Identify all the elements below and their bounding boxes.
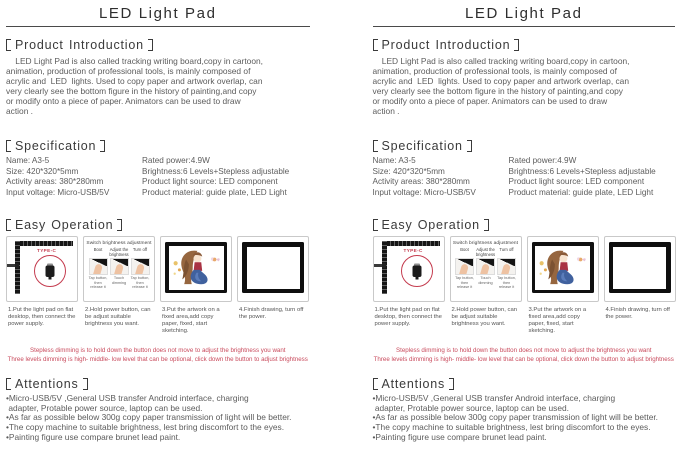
mode-label: Turn off xyxy=(132,246,148,252)
attention-item: •The copy machine to suitable brightness, lest bring discomfort to the eyes. xyxy=(372,421,651,432)
intro-paragraph xyxy=(373,56,676,116)
dimming-notes xyxy=(373,347,676,364)
attention-item: adapter, Protable power source, laptop can be used. xyxy=(6,402,203,413)
step3-image xyxy=(527,236,599,302)
finger-touch-thumbnail xyxy=(131,258,150,275)
dimming-note: Stepless dimming is to hold down the button does not move to adjust the brightness you want xyxy=(395,347,652,355)
attention-item: •As far as possible below 300g copy paper transmission of light will be better. xyxy=(6,412,292,423)
lenticular-bracket-close-icon xyxy=(148,39,153,51)
intro-line: acrylic and LED lights. Used to copy paper and artwork overlap, can xyxy=(6,76,263,86)
attention-item: •Painting figure use compare brunet lead paint. xyxy=(372,431,547,442)
product-title: LED Light Pad xyxy=(98,5,217,22)
step-captions xyxy=(373,307,676,335)
lenticular-bracket-open-icon xyxy=(6,378,11,390)
step-caption: 3.Put the artwork on a fixed area,add copy paper, fixed, start sketching. xyxy=(162,307,220,335)
intro-line: very clearly see the bottom figure in the history of painting,and copy xyxy=(372,86,623,96)
step-captions xyxy=(6,307,310,335)
intro-paragraph xyxy=(6,56,310,116)
type-c-plug-icon xyxy=(34,255,66,287)
spec-item: Brightness:6 Levels+Stepless adjustable xyxy=(508,166,656,176)
usb-cable-plug-icon xyxy=(382,263,386,269)
lenticular-bracket-close-icon xyxy=(514,39,519,51)
step1-image xyxy=(373,236,445,302)
dimming-note: Three levels dimming is high- middle- low level that can be optional, click down the button to adjust brightness xyxy=(7,355,308,363)
mode-adjust xyxy=(476,248,496,290)
lenticular-bracket-open-icon xyxy=(373,378,378,390)
intro-heading-label: Product Introduction xyxy=(15,38,144,52)
spec-item: Activity areas: 380*280mm xyxy=(6,177,104,187)
brightness-modes xyxy=(84,246,154,290)
step4-image xyxy=(604,236,676,302)
brightness-adjustment-header: Switch brightness adjustment xyxy=(452,240,519,246)
brightness-modes xyxy=(451,246,521,290)
spec-item: Name: A3-5 xyxy=(6,156,50,165)
mode-note: Tap button, then release it xyxy=(130,276,150,290)
lenticular-bracket-open-icon xyxy=(373,219,378,231)
type-c-label: TYPE-C xyxy=(37,248,57,254)
step2-image xyxy=(450,236,522,302)
product-panel xyxy=(340,0,679,455)
step3-image xyxy=(160,236,232,302)
step-caption: 1.Put the light pad on flat desktop, then connect the power supply. xyxy=(8,307,76,328)
lenticular-bracket-open-icon xyxy=(6,219,11,231)
mode-label: Turn off xyxy=(499,246,514,252)
lenticular-bracket-close-icon xyxy=(83,378,88,390)
title-divider xyxy=(6,26,310,27)
brightness-adjustment-header: Switch brightness adjustment xyxy=(86,240,152,246)
spec-column-right xyxy=(509,156,676,198)
attention-item: adapter, Protable power source, laptop can be used. xyxy=(372,402,569,413)
light-pad-frame xyxy=(242,242,304,293)
intro-line: LED Light Pad is also called tracking writing board,copy in cartoon, xyxy=(372,56,630,66)
spec-heading-label: Specification xyxy=(15,139,97,153)
intro-line: or modify onto a piece of paper. Animators can be used to draw xyxy=(6,96,241,106)
spec-table xyxy=(373,156,676,198)
spec-item: Size: 420*320*5mm xyxy=(372,166,445,176)
attention-item: •Painting figure use compare brunet lead paint. xyxy=(6,431,181,442)
intro-line: action . xyxy=(372,106,400,116)
operation-steps xyxy=(6,236,310,302)
intro-heading xyxy=(373,38,676,52)
mode-label: Adjust the brightness xyxy=(109,246,129,257)
mode-label: Adjust the brightness xyxy=(475,246,496,257)
attentions-list xyxy=(6,394,310,442)
mode-label: Boot xyxy=(460,246,469,252)
finger-touch-thumbnail xyxy=(476,258,495,275)
attention-item: •Micro-USB/5V ,General USB transfer Android interface, charging xyxy=(372,393,616,404)
mode-boot xyxy=(455,248,475,290)
attentions-heading-label: Attentions xyxy=(381,377,446,392)
step2-image xyxy=(83,236,155,302)
step-caption: 2.Hold power button, can be adjust suitable brightness you want. xyxy=(85,307,151,328)
finger-touch-thumbnail xyxy=(110,258,129,275)
attentions-list xyxy=(373,394,676,442)
usb-cable-plug-icon xyxy=(15,263,19,269)
spec-table xyxy=(6,156,310,198)
artwork-illustration xyxy=(169,246,224,290)
lenticular-bracket-close-icon xyxy=(484,219,489,231)
intro-line: acrylic and LED lights. Used to copy paper and artwork overlap, can xyxy=(372,76,629,86)
spec-heading xyxy=(373,139,676,153)
step-caption: 1.Put the light pad on flat desktop, then connect the power supply. xyxy=(374,307,442,328)
lenticular-bracket-open-icon xyxy=(373,39,378,51)
type-c-label: TYPE-C xyxy=(403,248,423,254)
title-divider xyxy=(373,26,676,27)
spec-item: Product light source: LED component xyxy=(508,177,645,187)
step4-image xyxy=(237,236,309,302)
lenticular-bracket-close-icon xyxy=(449,378,454,390)
mode-label: Boot xyxy=(93,246,103,252)
attentions-heading-label: Attentions xyxy=(15,377,79,392)
step-caption: 4.Finish drawing, turn off the power. xyxy=(239,307,304,321)
spec-item: Product material: guide plate, LED Light xyxy=(508,187,654,197)
lenticular-bracket-open-icon xyxy=(6,39,11,51)
lenticular-bracket-open-icon xyxy=(373,140,378,152)
spec-item: Brightness:6 Levels+Stepless adjustable xyxy=(142,166,290,176)
operation-heading-label: Easy Operation xyxy=(381,218,480,233)
operation-heading-label: Easy Operation xyxy=(15,218,114,233)
step-caption: 4.Finish drawing, turn off the power. xyxy=(605,307,670,321)
mode-note: Touch dimming xyxy=(478,276,493,285)
light-pad-screen-off xyxy=(613,247,666,289)
finger-touch-thumbnail xyxy=(89,258,108,275)
lenticular-bracket-open-icon xyxy=(6,140,11,152)
intro-line: action . xyxy=(6,106,34,116)
mode-note: Tap button, then release it xyxy=(497,276,516,290)
light-pad-frame xyxy=(165,242,227,293)
product-title: LED Light Pad xyxy=(464,5,583,22)
lenticular-bracket-close-icon xyxy=(100,140,105,152)
ruler-edge-top xyxy=(382,241,440,246)
mode-note: Tap button, then release it xyxy=(88,276,108,290)
operation-heading xyxy=(373,218,676,232)
intro-line: or modify onto a piece of paper. Animators can be used to draw xyxy=(372,96,608,106)
mode-boot xyxy=(88,248,108,290)
mode-note: Tap button, then release it xyxy=(455,276,474,290)
spec-item: Rated power:4.9W xyxy=(142,156,210,165)
spec-item: Input voltage: Micro-USB/5V xyxy=(372,187,476,197)
lenticular-bracket-close-icon xyxy=(467,140,472,152)
mode-note: Touch dimming xyxy=(111,276,127,285)
light-pad-frame xyxy=(532,242,594,293)
lenticular-bracket-close-icon xyxy=(117,219,122,231)
step-caption: 2.Hold power button, can be adjust suitable brightness you want. xyxy=(451,307,517,328)
dimming-note: Three levels dimming is high- middle- low level that can be optional, click down the button to adjust brightness xyxy=(373,355,674,363)
dimming-note: Stepless dimming is to hold down the button does not move to adjust the brightness you want xyxy=(29,347,286,355)
attention-item: •As far as possible below 300g copy paper transmission of light will be better. xyxy=(372,412,659,423)
intro-line: LED Light Pad is also called tracking writing board,copy in cartoon, xyxy=(6,56,263,66)
light-pad-screen-off xyxy=(247,247,300,289)
attention-item: •The copy machine to suitable brightness, lest bring discomfort to the eyes. xyxy=(6,421,285,432)
intro-heading xyxy=(6,38,310,52)
intro-line: very clearly see the bottom figure in the history of painting,and copy xyxy=(6,86,257,96)
light-pad-frame xyxy=(609,242,671,293)
spec-heading-label: Specification xyxy=(381,139,463,153)
operation-steps xyxy=(373,236,676,302)
step-caption: 3.Put the artwork on a fixed area,add copy paper, fixed, start sketching. xyxy=(528,307,587,335)
mode-adjust xyxy=(109,248,129,290)
type-c-plug-icon xyxy=(401,255,433,287)
ruler-edge-top xyxy=(15,241,73,246)
artwork-illustration xyxy=(535,246,590,290)
step1-image xyxy=(6,236,78,302)
dimming-notes xyxy=(6,347,310,364)
intro-heading-label: Product Introduction xyxy=(381,38,511,52)
spec-column-left xyxy=(373,156,509,198)
intro-line: animation, production of professional tools, is mainly composed of xyxy=(372,66,617,76)
spec-column-left xyxy=(6,156,142,198)
spec-item: Rated power:4.9W xyxy=(508,156,577,165)
attention-item: •Micro-USB/5V ,General USB transfer Android interface, charging xyxy=(6,393,249,404)
spec-item: Activity areas: 380*280mm xyxy=(372,177,470,187)
spec-column-right xyxy=(142,156,310,198)
spec-item: Product light source: LED component xyxy=(142,177,278,187)
finger-touch-thumbnail xyxy=(455,258,474,275)
operation-heading xyxy=(6,218,310,232)
spec-item: Product material: guide plate, LED Light xyxy=(142,187,287,197)
spec-heading xyxy=(6,139,310,153)
attentions-heading xyxy=(6,377,310,391)
spec-item: Size: 420*320*5mm xyxy=(6,166,79,176)
spec-item: Name: A3-5 xyxy=(372,156,416,165)
mode-turnoff xyxy=(497,248,517,290)
intro-line: animation, production of professional tools, is mainly composed of xyxy=(6,66,251,76)
finger-touch-thumbnail xyxy=(497,258,516,275)
spec-item: Input voltage: Micro-USB/5V xyxy=(6,187,110,197)
attentions-heading xyxy=(373,377,676,391)
mode-turnoff xyxy=(130,248,150,290)
